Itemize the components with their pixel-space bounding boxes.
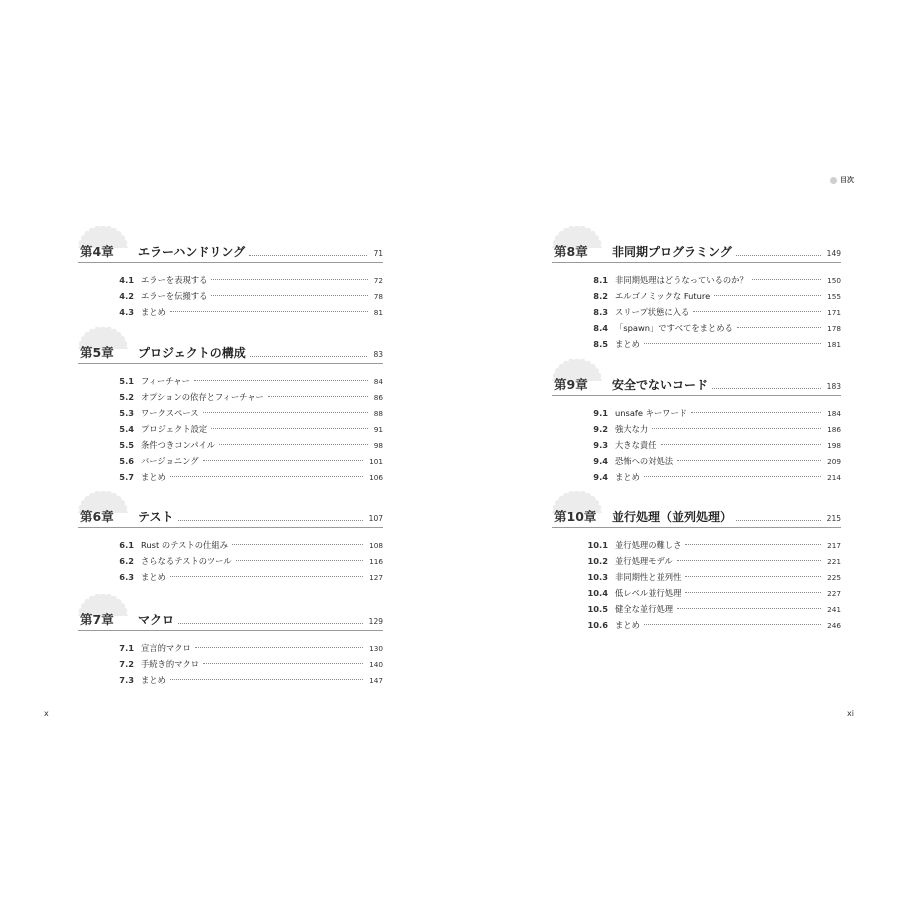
page-number: xi	[847, 709, 854, 718]
section-list	[552, 537, 841, 633]
toc-section-row	[552, 437, 841, 453]
chapter-number: 第7章	[80, 612, 114, 627]
section-title: 条件つきコンパイル	[141, 440, 216, 450]
toc-section-row	[552, 320, 841, 336]
dotted-leader	[652, 428, 821, 429]
chapter-title: 非同期プログラミング	[612, 245, 732, 259]
dotted-leader	[736, 520, 821, 521]
section-title: プロジェクト設定	[141, 424, 208, 434]
section-page-number: 155	[827, 291, 841, 301]
chapter-title: テスト	[138, 510, 174, 524]
section-title: 「spawn」ですべてをまとめる	[615, 323, 733, 333]
toc-section-row	[552, 288, 841, 304]
chapter-page-number: 83	[373, 350, 383, 359]
toc-section-row	[78, 469, 383, 485]
toc-section-row	[78, 640, 383, 656]
toc-section-row	[78, 537, 383, 553]
section-number: 7.2	[119, 659, 134, 669]
toc-chapter	[78, 608, 383, 688]
section-number: 9.3	[593, 440, 608, 450]
section-page-number: 106	[369, 472, 383, 482]
section-page-number: 150	[827, 275, 841, 285]
section-page-number: 181	[827, 339, 841, 349]
toc-section-row	[78, 405, 383, 421]
section-number: 6.2	[119, 556, 134, 566]
section-title: まとめ	[141, 472, 166, 482]
section-number: 5.5	[119, 440, 134, 450]
section-title: まとめ	[141, 675, 166, 685]
chapter-number: 第8章	[554, 244, 588, 259]
section-title: ワークスペース	[141, 408, 199, 418]
dotted-leader	[250, 356, 368, 357]
section-page-number: 241	[827, 604, 841, 614]
chapter-heading	[552, 373, 841, 396]
chapter-number: 第9章	[554, 377, 588, 392]
section-title: 健全な並行処理	[615, 604, 674, 614]
section-page-number: 140	[369, 659, 383, 669]
section-page-number: 86	[373, 392, 383, 402]
section-number: 10.6	[587, 620, 608, 630]
dotted-leader	[211, 428, 367, 429]
section-page-number: 108	[369, 540, 383, 550]
section-number: 10.3	[587, 572, 608, 582]
toc-section-row	[552, 304, 841, 320]
dotted-leader	[232, 544, 363, 545]
dotted-leader	[693, 311, 821, 312]
dotted-leader	[644, 343, 821, 344]
chapter-number: 第6章	[80, 509, 114, 524]
toc-section-row	[78, 421, 383, 437]
chapter-page-number: 183	[826, 382, 841, 391]
section-number: 5.4	[119, 424, 134, 434]
section-page-number: 72	[373, 275, 383, 285]
section-number: 9.2	[593, 424, 608, 434]
dotted-leader	[203, 460, 363, 461]
section-title: オプションの依存とフィーチャー	[141, 392, 264, 402]
section-title: エラーを伝搬する	[141, 291, 208, 301]
toc-section-row	[78, 672, 383, 688]
section-number: 10.5	[587, 604, 608, 614]
chapter-page-number: 149	[826, 249, 841, 258]
toc-section-row	[552, 469, 841, 485]
section-list	[78, 272, 383, 320]
section-page-number: 130	[369, 643, 383, 653]
dotted-leader	[268, 396, 368, 397]
chapter-heading	[552, 240, 841, 263]
dotted-leader	[677, 560, 821, 561]
toc-section-row	[552, 601, 841, 617]
dotted-leader	[677, 460, 821, 461]
section-list	[78, 537, 383, 585]
section-page-number: 178	[827, 323, 841, 333]
dotted-leader	[170, 476, 363, 477]
dotted-leader	[195, 647, 363, 648]
section-number: 8.3	[593, 307, 608, 317]
dotted-leader	[685, 576, 821, 577]
section-number: 8.1	[593, 275, 608, 285]
dotted-leader	[219, 444, 368, 445]
section-list	[552, 405, 841, 485]
toc-section-row	[552, 421, 841, 437]
section-list	[78, 373, 383, 485]
section-number: 8.2	[593, 291, 608, 301]
dotted-leader	[644, 624, 821, 625]
section-title: 大きな責任	[615, 440, 657, 450]
dotted-leader	[170, 311, 368, 312]
dotted-leader	[752, 279, 821, 280]
dotted-leader	[249, 255, 367, 256]
dotted-leader	[644, 476, 821, 477]
chapter-heading	[78, 608, 383, 631]
chapter-page-number: 215	[826, 514, 841, 523]
dotted-leader	[211, 279, 367, 280]
chapter-heading	[552, 505, 841, 528]
section-title: まとめ	[141, 572, 166, 582]
chapter-number: 第5章	[80, 345, 114, 360]
toc-chapter	[78, 505, 383, 585]
chapter-page-number: 129	[368, 617, 383, 626]
right-page	[450, 0, 900, 900]
section-title: 非同期性と並列性	[615, 572, 682, 582]
section-page-number: 88	[373, 408, 383, 418]
section-title: 宣言的マクロ	[141, 643, 191, 653]
dotted-leader	[203, 663, 363, 664]
section-page-number: 221	[827, 556, 841, 566]
chapter-heading	[78, 240, 383, 263]
section-title: バージョニング	[141, 456, 199, 466]
section-title: 並行処理モデル	[615, 556, 673, 566]
section-title: unsafe キーワード	[615, 408, 688, 418]
section-title: 強大な力	[615, 424, 649, 434]
section-page-number: 81	[373, 307, 383, 317]
section-page-number: 186	[827, 424, 841, 434]
section-number: 4.1	[119, 275, 134, 285]
chapter-heading	[78, 505, 383, 528]
toc-section-row	[552, 617, 841, 633]
chapter-page-number: 107	[368, 514, 383, 523]
circle-icon	[830, 177, 837, 184]
section-page-number: 101	[369, 456, 383, 466]
dotted-leader	[203, 412, 368, 413]
dotted-leader	[677, 608, 821, 609]
header-label: 目次	[840, 176, 854, 184]
chapter-title: エラーハンドリング	[138, 245, 246, 259]
section-title: まとめ	[615, 339, 640, 349]
section-page-number: 225	[827, 572, 841, 582]
toc-section-row	[78, 373, 383, 389]
dotted-leader	[170, 576, 363, 577]
toc-section-row	[78, 437, 383, 453]
toc-section-row	[552, 585, 841, 601]
dotted-leader	[211, 295, 367, 296]
toc-section-row	[78, 656, 383, 672]
section-number: 9.4	[593, 456, 608, 466]
section-title: フィーチャー	[141, 376, 190, 386]
toc-section-row	[78, 389, 383, 405]
toc-chapter	[552, 373, 841, 485]
section-title: 恐怖への対処法	[615, 456, 674, 466]
section-list	[78, 640, 383, 688]
dotted-leader	[736, 255, 821, 256]
section-number: 7.1	[119, 643, 134, 653]
section-page-number: 84	[373, 376, 383, 386]
dotted-leader	[178, 520, 363, 521]
section-page-number: 198	[827, 440, 841, 450]
toc-section-row	[78, 304, 383, 320]
toc-chapter	[552, 505, 841, 633]
section-title: さらなるテストのツール	[141, 556, 232, 566]
section-title: まとめ	[141, 307, 166, 317]
toc-chapter	[78, 341, 383, 485]
section-number: 10.1	[587, 540, 608, 550]
toc-section-row	[78, 569, 383, 585]
dotted-leader	[236, 560, 363, 561]
section-page-number: 116	[369, 556, 383, 566]
dotted-leader	[714, 295, 821, 296]
section-title: エラーを表現する	[141, 275, 208, 285]
chapter-heading	[78, 341, 383, 364]
toc-section-row	[552, 537, 841, 553]
toc-section-row	[552, 569, 841, 585]
section-list	[552, 272, 841, 352]
section-page-number: 91	[373, 424, 383, 434]
dotted-leader	[737, 327, 821, 328]
section-number: 6.3	[119, 572, 134, 582]
section-page-number: 98	[373, 440, 383, 450]
dotted-leader	[661, 444, 822, 445]
chapter-page-number: 71	[373, 249, 383, 258]
section-page-number: 171	[827, 307, 841, 317]
section-page-number: 184	[827, 408, 841, 418]
section-title: まとめ	[615, 620, 640, 630]
section-header-marker	[830, 175, 854, 185]
section-number: 7.3	[119, 675, 134, 685]
section-page-number: 214	[827, 472, 841, 482]
toc-section-row	[78, 272, 383, 288]
toc-section-row	[78, 288, 383, 304]
section-title: スリープ状態に入る	[615, 307, 690, 317]
chapter-title: プロジェクトの構成	[138, 346, 246, 360]
dotted-leader	[691, 412, 821, 413]
dotted-leader	[194, 380, 368, 381]
section-page-number: 147	[369, 675, 383, 685]
section-number: 9.1	[593, 408, 608, 418]
section-page-number: 78	[373, 291, 383, 301]
section-number: 5.7	[119, 472, 134, 482]
section-page-number: 217	[827, 540, 841, 550]
section-number: 9.4	[593, 472, 608, 482]
section-title: Rust のテストの仕組み	[141, 540, 228, 550]
chapter-number: 第4章	[80, 244, 114, 259]
section-title: 非同期処理はどうなっているのか？	[615, 275, 748, 285]
section-number: 5.3	[119, 408, 134, 418]
section-title: 低レベル並行処理	[615, 588, 682, 598]
toc-section-row	[78, 553, 383, 569]
section-number: 8.5	[593, 339, 608, 349]
section-page-number: 246	[827, 620, 841, 630]
dotted-leader	[685, 592, 821, 593]
section-title: エルゴノミックな Future	[615, 291, 711, 301]
section-number: 5.2	[119, 392, 134, 402]
dotted-leader	[685, 544, 821, 545]
chapter-number: 第10章	[554, 509, 597, 524]
toc-section-row	[552, 405, 841, 421]
section-number: 8.4	[593, 323, 608, 333]
section-number: 5.6	[119, 456, 134, 466]
section-number: 6.1	[119, 540, 134, 550]
toc-section-row	[552, 272, 841, 288]
chapter-title: 安全でないコード	[612, 378, 709, 392]
section-number: 5.1	[119, 376, 134, 386]
toc-section-row	[552, 453, 841, 469]
section-page-number: 227	[827, 588, 841, 598]
section-number: 10.2	[587, 556, 608, 566]
section-page-number: 127	[369, 572, 383, 582]
dotted-leader	[178, 623, 363, 624]
toc-chapter	[78, 240, 383, 320]
chapter-title: 並行処理（並列処理）	[612, 510, 733, 524]
page-number: x	[44, 709, 49, 718]
section-title: 並行処理の難しさ	[615, 540, 682, 550]
section-page-number: 209	[827, 456, 841, 466]
chapter-title: マクロ	[138, 613, 175, 627]
dotted-leader	[170, 679, 363, 680]
toc-section-row	[552, 553, 841, 569]
section-number: 4.3	[119, 307, 134, 317]
section-title: 手続き的マクロ	[141, 659, 200, 669]
section-title: まとめ	[615, 472, 640, 482]
dotted-leader	[712, 388, 821, 389]
toc-section-row	[552, 336, 841, 352]
section-number: 10.4	[587, 588, 608, 598]
section-number: 4.2	[119, 291, 134, 301]
toc-chapter	[552, 240, 841, 352]
toc-section-row	[78, 453, 383, 469]
